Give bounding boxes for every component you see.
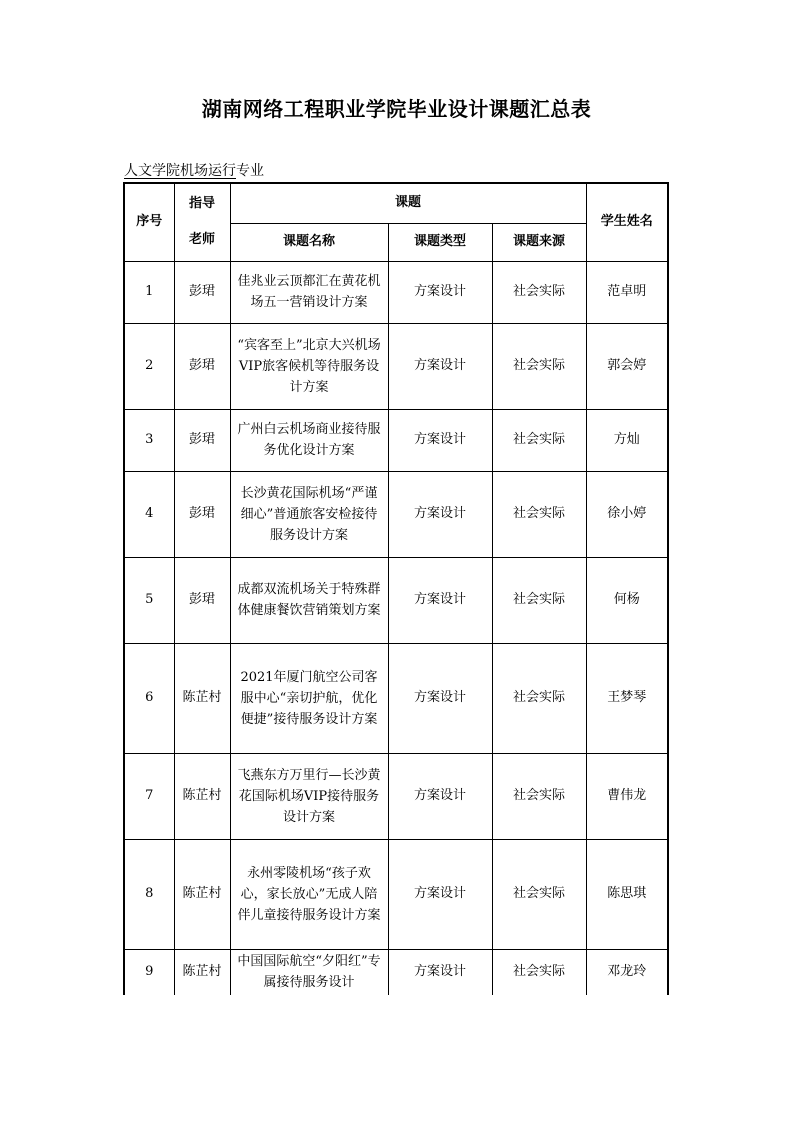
cell-type: 方案设计	[388, 261, 492, 323]
cell-seq: 8	[124, 839, 174, 949]
major-line	[124, 160, 264, 180]
cell-seq: 3	[124, 409, 174, 471]
table-row	[124, 261, 668, 323]
cell-seq: 5	[124, 557, 174, 643]
cell-topic: 长沙黄花国际机场“严谨细心”普通旅客安检接待服务设计方案	[230, 471, 388, 557]
cell-source: 社会实际	[492, 471, 586, 557]
cell-type: 方案设计	[388, 839, 492, 949]
major-name: 机场运行	[180, 163, 236, 179]
cell-topic: 佳兆业云顶都汇在黄花机场五一营销设计方案	[230, 261, 388, 323]
cell-type: 方案设计	[388, 949, 492, 995]
cell-source: 社会实际	[492, 949, 586, 995]
cell-topic: 成都双流机场关于特殊群体健康餐饮营销策划方案	[230, 557, 388, 643]
table-row	[124, 323, 668, 409]
header-topic-group: 课题	[230, 183, 586, 223]
cell-source: 社会实际	[492, 409, 586, 471]
cell-seq: 1	[124, 261, 174, 323]
cell-student: 方灿	[586, 409, 668, 471]
cell-source: 社会实际	[492, 643, 586, 753]
cell-topic: 永州零陵机场“孩子欢心，家长放心”无成人陪伴儿童接待服务设计方案	[230, 839, 388, 949]
cell-source: 社会实际	[492, 839, 586, 949]
cell-seq: 9	[124, 949, 174, 995]
header-topic-type: 课题类型	[388, 223, 492, 261]
header-student: 学生姓名	[586, 183, 668, 261]
cell-advisor: 陈芷村	[174, 949, 230, 995]
cell-advisor: 陈芷村	[174, 753, 230, 839]
cell-source: 社会实际	[492, 557, 586, 643]
header-seq: 序号	[124, 183, 174, 261]
header-topic-name: 课题名称	[230, 223, 388, 261]
cell-topic: 2021年厦门航空公司客服中心“亲切护航，优化便捷”接待服务设计方案	[230, 643, 388, 753]
table-row	[124, 409, 668, 471]
table-body	[124, 261, 668, 995]
cell-student: 何杨	[586, 557, 668, 643]
cell-advisor: 陈芷村	[174, 643, 230, 753]
header-topic-source: 课题来源	[492, 223, 586, 261]
cell-advisor: 彭珺	[174, 409, 230, 471]
table-row	[124, 471, 668, 557]
cell-seq: 6	[124, 643, 174, 753]
table-row	[124, 839, 668, 949]
table-row	[124, 949, 668, 995]
header-advisor-line1: 指导	[188, 196, 215, 212]
table-row	[124, 643, 668, 753]
cell-type: 方案设计	[388, 409, 492, 471]
cell-student: 范卓明	[586, 261, 668, 323]
page-title: 湖南网络工程职业学院毕业设计课题汇总表	[201, 97, 592, 121]
cell-source: 社会实际	[492, 323, 586, 409]
cell-student: 曹伟龙	[586, 753, 668, 839]
cell-topic: 飞燕东方万里行—长沙黄花国际机场VIP接待服务设计方案	[230, 753, 388, 839]
cell-seq: 4	[124, 471, 174, 557]
header-advisor	[174, 183, 230, 261]
cell-advisor: 彭珺	[174, 557, 230, 643]
header-advisor-line2: 老师	[188, 232, 215, 248]
cell-advisor: 彭珺	[174, 261, 230, 323]
college-name: 人文学院	[124, 163, 180, 179]
cell-student: 郭会婷	[586, 323, 668, 409]
cell-advisor: 彭珺	[174, 471, 230, 557]
cell-type: 方案设计	[388, 471, 492, 557]
major-suffix: 专业	[236, 163, 264, 179]
cell-student: 徐小婷	[586, 471, 668, 557]
cell-type: 方案设计	[388, 323, 492, 409]
table-row	[124, 557, 668, 643]
cell-source: 社会实际	[492, 753, 586, 839]
table-row	[124, 753, 668, 839]
cell-advisor: 陈芷村	[174, 839, 230, 949]
topic-summary-table	[123, 182, 669, 995]
cell-seq: 2	[124, 323, 174, 409]
cell-type: 方案设计	[388, 643, 492, 753]
cell-topic: “宾客至上”北京大兴机场VIP旅客候机等待服务设计方案	[230, 323, 388, 409]
cell-student: 陈思琪	[586, 839, 668, 949]
cell-topic: 广州白云机场商业接待服务优化设计方案	[230, 409, 388, 471]
cell-student: 王梦琴	[586, 643, 668, 753]
cell-student: 邓龙玲	[586, 949, 668, 995]
cell-seq: 7	[124, 753, 174, 839]
cell-type: 方案设计	[388, 753, 492, 839]
cell-source: 社会实际	[492, 261, 586, 323]
cell-type: 方案设计	[388, 557, 492, 643]
cell-topic: 中国国际航空“夕阳红”专属接待服务设计	[230, 949, 388, 995]
cell-advisor: 彭珺	[174, 323, 230, 409]
